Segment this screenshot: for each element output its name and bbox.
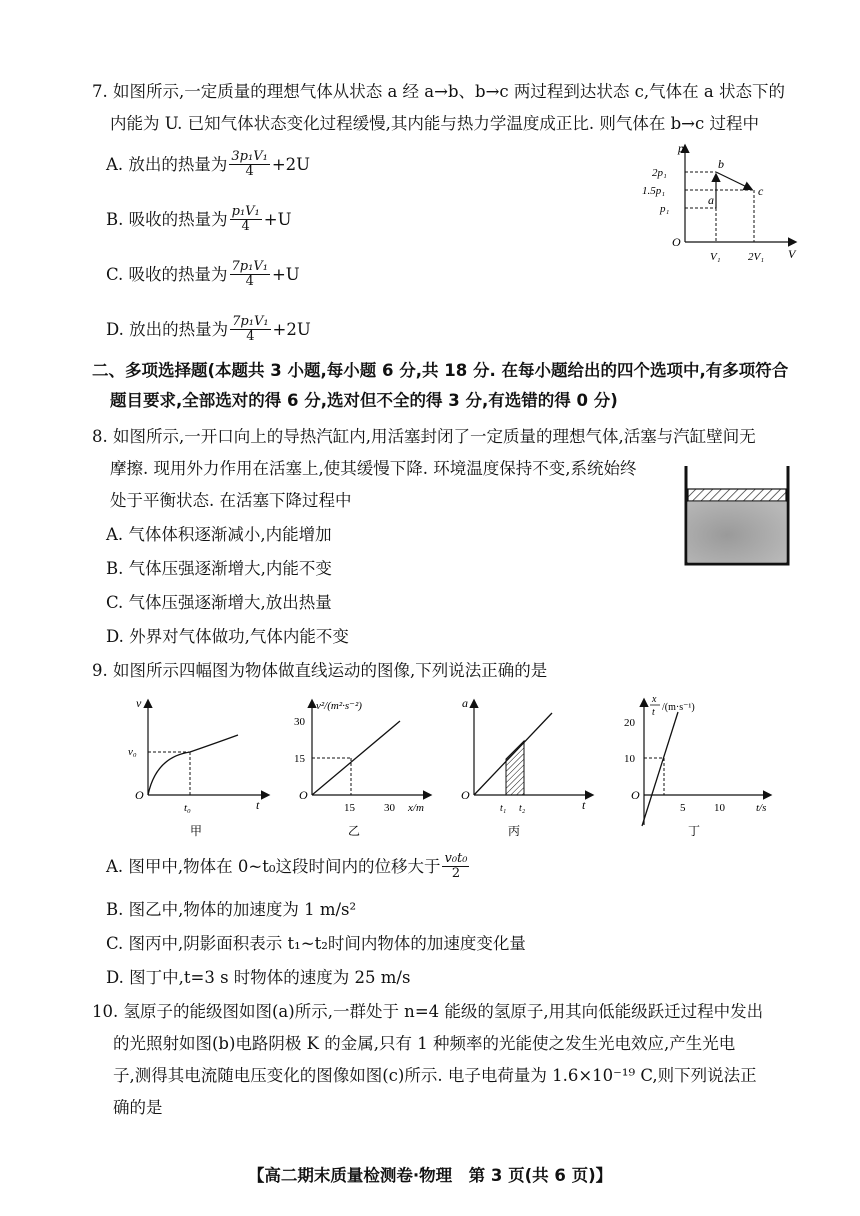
ding-line — [642, 712, 678, 826]
yi-y-label: v²/(m²·s⁻²) — [316, 700, 362, 712]
section2-line2: 题目要求,全部选对的得 6 分,选对但不全的得 3 分,有选错的得 0 分) — [110, 391, 618, 410]
q7-option-b-fraction: $\frac{\text{p₁V₁}}{4}$ — [231, 204, 260, 234]
q7-option-a-fraction: $\frac{\text{3p₁V₁}}{4}$ — [231, 149, 268, 179]
q7-option-c-fraction: $\frac{\text{7p₁V₁}}{4}$ — [231, 259, 268, 289]
bing-shaded-area — [506, 741, 524, 795]
jia-y-label: v — [136, 696, 142, 710]
q9-option-a[interactable] — [106, 852, 471, 881]
page-footer: 【高二期末质量检测卷·物理 第 3 页(共 6 页)】 — [247, 1166, 613, 1185]
q9-option-d[interactable]: D. 图丁中,t=3 s 时物体的速度为 25 m/s — [106, 968, 411, 987]
yi-ytick-15: 15 — [294, 753, 305, 765]
q7-option-a-suffix: +2U — [271, 154, 311, 174]
yi-caption: 乙 — [348, 824, 361, 838]
q7-option-b[interactable] — [106, 205, 292, 234]
q7-option-c[interactable] — [106, 260, 300, 289]
q9-stem: 9. 如图所示四幅图为物体做直线运动的图像,下列说法正确的是 — [92, 661, 548, 680]
jia-origin: O — [135, 788, 144, 802]
bing-x-label: t — [582, 798, 586, 812]
q7-option-c-suffix: +U — [271, 264, 300, 284]
yi-ytick-30: 30 — [294, 716, 305, 728]
q9-option-c[interactable]: C. 图丙中,阴影面积表示 t₁~t₂时间内物体的加速度变化量 — [106, 934, 526, 953]
bing-caption: 丙 — [508, 824, 521, 838]
q9-option-a-fraction: $\frac{\text{v₀t₀}}{2}$ — [444, 851, 468, 881]
q7-option-d[interactable] — [106, 315, 311, 344]
bing-xtick-t2: t₂ — [519, 803, 526, 814]
q9-graph-yi — [290, 695, 440, 845]
bing-xtick-t1: t₁ — [500, 803, 507, 814]
q7-option-d-fraction: $\frac{\text{7p₁V₁}}{4}$ — [232, 314, 269, 344]
q7-v-axis-label: V — [788, 247, 796, 261]
ding-xtick-5: 5 — [680, 802, 686, 814]
jia-xtick-t0: t₀ — [184, 802, 191, 814]
q8-gas — [688, 502, 786, 562]
q8-option-b[interactable]: B. 气体压强逐渐增大,内能不变 — [106, 559, 332, 578]
q7-point-c: c — [758, 184, 764, 198]
bing-origin: O — [461, 788, 470, 802]
yi-line — [312, 721, 400, 795]
yi-xtick-30: 30 — [384, 802, 395, 814]
q7-stem-line1: 7. 如图所示,一定质量的理想气体从状态 a 经 a→b、b→c 两过程到达状态 c,气体在 a 状态下的 — [92, 82, 785, 101]
ding-ytick-10: 10 — [624, 753, 635, 765]
q8-option-a[interactable]: A. 气体体积逐渐减小,内能增加 — [106, 525, 332, 544]
q7-option-d-prefix: D. 放出的热量为 — [106, 319, 229, 339]
yi-x-label: x/m — [408, 802, 424, 814]
q8-stem-line1: 8. 如图所示,一开口向上的导热汽缸内,用活塞封闭了一定质量的理想气体,活塞与汽缸壁间无 — [92, 427, 756, 446]
ding-y-label-num: x — [652, 694, 657, 705]
q9-graph-jia — [126, 695, 276, 845]
q7-p-axis-label: p — [678, 141, 684, 155]
jia-curve — [148, 735, 238, 795]
q7-point-a: a — [708, 193, 714, 207]
q7-option-b-prefix: B. 吸收的热量为 — [106, 209, 228, 229]
jia-caption: 甲 — [190, 824, 203, 838]
q7-option-b-suffix: +U — [263, 209, 292, 229]
q7-xtick-2v1: 2V₁ — [748, 251, 765, 263]
q8-stem-line2: 摩擦. 现用外力作用在活塞上,使其缓慢下降. 环境温度保持不变,系统始终 — [110, 459, 637, 478]
ding-ytick-20: 20 — [624, 717, 635, 729]
q7-ytick-1.5p1: 1.5p₁ — [642, 185, 666, 197]
q8-stem-line3: 处于平衡状态. 在活塞下降过程中 — [110, 491, 352, 510]
section2-line1: 二、多项选择题(本题共 3 小题,每小题 6 分,共 18 分. 在每小题给出的四个选项中,有多项符合 — [92, 361, 789, 380]
ding-xtick-10: 10 — [714, 802, 725, 814]
q10-line3: 子,测得其电流随电压变化的图像如图(c)所示. 电子电荷量为 1.6×10⁻¹⁹ C,则下列说法正 — [113, 1066, 757, 1085]
q7-point-b: b — [718, 157, 724, 171]
ding-y-label-den: t — [652, 707, 655, 718]
yi-xtick-15: 15 — [344, 802, 355, 814]
q8-piston — [688, 489, 786, 501]
q7-process-bc — [716, 172, 751, 189]
q8-option-c[interactable]: C. 气体压强逐渐增大,放出热量 — [106, 593, 332, 612]
q7-stem-line2: 内能为 U. 已知气体状态变化过程缓慢,其内能与热力学温度成正比. 则气体在 b→c 过程中 — [110, 114, 759, 133]
q9-graph-bing — [452, 695, 602, 845]
q7-origin-label: O — [672, 235, 681, 249]
q10-line2: 的光照射如图(b)电路阴极 K 的金属,只有 1 种频率的光能使之发生光电效应,产生光电 — [113, 1034, 736, 1053]
jia-x-label: t — [256, 798, 260, 812]
q9-graph-ding — [618, 690, 778, 845]
q7-option-a[interactable] — [106, 150, 310, 179]
q9-option-a-prefix: A. 图甲中,物体在 0~t₀这段时间内的位移大于 — [106, 856, 441, 876]
q7-pv-graph — [630, 140, 800, 270]
ding-x-label: t/s — [756, 802, 767, 814]
q9-option-b[interactable]: B. 图乙中,物体的加速度为 1 m/s² — [106, 900, 357, 919]
q8-option-d[interactable]: D. 外界对气体做功,气体内能不变 — [106, 627, 349, 646]
ding-origin: O — [631, 788, 640, 802]
q7-option-d-suffix: +2U — [272, 319, 311, 339]
q10-line4: 确的是 — [113, 1098, 163, 1117]
q7-option-a-prefix: A. 放出的热量为 — [106, 154, 228, 174]
q7-ytick-2p1: 2p₁ — [652, 167, 667, 179]
q7-ytick-p1: p₁ — [660, 203, 670, 215]
bing-y-label: a — [462, 696, 468, 710]
q7-option-c-prefix: C. 吸收的热量为 — [106, 264, 228, 284]
q7-xtick-v1: V₁ — [710, 251, 721, 263]
yi-origin: O — [299, 788, 308, 802]
jia-ytick-v0: v₀ — [128, 746, 137, 758]
ding-y-label-unit: /(m·s⁻¹) — [662, 702, 695, 713]
q10-line1: 10. 氢原子的能级图如图(a)所示,一群处于 n=4 能级的氢原子,用其向低能级跃迁过程中发出 — [92, 1002, 764, 1021]
q8-cylinder-diagram — [680, 462, 795, 572]
ding-caption: 丁 — [688, 824, 701, 838]
